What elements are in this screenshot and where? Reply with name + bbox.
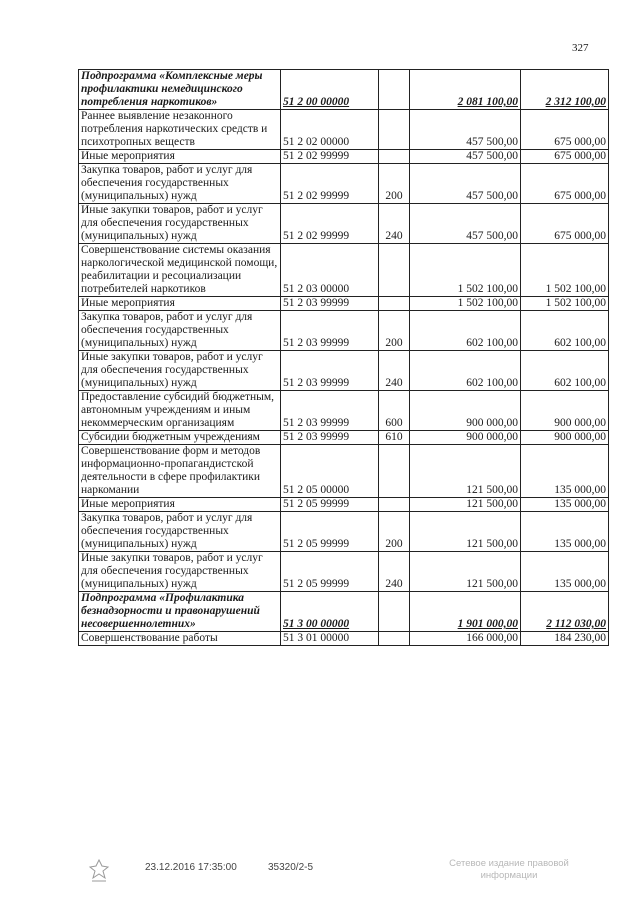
budget-table-body xyxy=(79,70,609,646)
row-code: 51 2 03 99999 xyxy=(281,431,379,445)
table-row xyxy=(79,592,609,632)
row-name: Подпрограмма «Комплексные меры профилактики немедицинского потребления наркотиков» xyxy=(79,70,281,110)
row-sum-2018: 1 502 100,00 xyxy=(521,244,609,297)
row-sum-2017: 2 081 100,00 xyxy=(410,70,521,110)
row-sum-2018: 135 000,00 xyxy=(521,445,609,498)
row-sum-2017: 457 500,00 xyxy=(410,110,521,150)
row-sum-2018: 2 312 100,00 xyxy=(521,70,609,110)
row-type: 240 xyxy=(379,351,410,391)
row-type xyxy=(379,498,410,512)
row-code: 51 2 02 99999 xyxy=(281,150,379,164)
row-name: Иные закупки товаров, работ и услуг для обеспечения государственных (муниципальных) нужд xyxy=(79,204,281,244)
row-type xyxy=(379,297,410,311)
row-name: Закупка товаров, работ и услуг для обеспечения государственных (муниципальных) нужд xyxy=(79,512,281,552)
row-name: Совершенствование форм и методов информационно-пропагандистской деятельности в сфере профилактики наркомании xyxy=(79,445,281,498)
row-code: 51 2 05 99999 xyxy=(281,512,379,552)
row-code: 51 2 05 99999 xyxy=(281,552,379,592)
row-type xyxy=(379,244,410,297)
row-sum-2018: 135 000,00 xyxy=(521,512,609,552)
row-sum-2017: 900 000,00 xyxy=(410,431,521,445)
row-sum-2018: 900 000,00 xyxy=(521,391,609,431)
row-name: Совершенствование работы xyxy=(79,632,281,646)
row-sum-2018: 602 100,00 xyxy=(521,351,609,391)
table-row xyxy=(79,311,609,351)
row-sum-2017: 121 500,00 xyxy=(410,512,521,552)
row-sum-2018: 602 100,00 xyxy=(521,311,609,351)
row-name: Предоставление субсидий бюджетным, автономным учреждениям и иным некоммерческим организациям xyxy=(79,391,281,431)
row-code: 51 2 05 99999 xyxy=(281,498,379,512)
row-name: Раннее выявление незаконного потребления наркотических средств и психотропных веществ xyxy=(79,110,281,150)
row-type xyxy=(379,592,410,632)
footer-doc-code: 35320/2-5 xyxy=(268,862,314,873)
row-type: 200 xyxy=(379,311,410,351)
row-name: Иные мероприятия xyxy=(79,297,281,311)
row-type: 610 xyxy=(379,431,410,445)
row-sum-2017: 121 500,00 xyxy=(410,498,521,512)
row-code: 51 3 01 00000 xyxy=(281,632,379,646)
row-type xyxy=(379,70,410,110)
row-sum-2017: 121 500,00 xyxy=(410,445,521,498)
row-sum-2017: 166 000,00 xyxy=(410,632,521,646)
row-name: Подпрограмма «Профилактика безнадзорности и правонарушений несовершеннолетних» xyxy=(79,592,281,632)
row-sum-2018: 900 000,00 xyxy=(521,431,609,445)
row-sum-2018: 675 000,00 xyxy=(521,110,609,150)
row-code: 51 2 02 00000 xyxy=(281,110,379,150)
table-row xyxy=(79,110,609,150)
row-sum-2017: 457 500,00 xyxy=(410,150,521,164)
table-row xyxy=(79,164,609,204)
row-name: Иные мероприятия xyxy=(79,498,281,512)
emblem-icon xyxy=(88,858,110,884)
row-code: 51 2 03 99999 xyxy=(281,391,379,431)
row-type: 600 xyxy=(379,391,410,431)
table-row xyxy=(79,351,609,391)
table-row xyxy=(79,498,609,512)
row-name: Иные мероприятия xyxy=(79,150,281,164)
table-row xyxy=(79,70,609,110)
row-type: 200 xyxy=(379,164,410,204)
row-sum-2018: 1 502 100,00 xyxy=(521,297,609,311)
row-name: Субсидии бюджетным учреждениям xyxy=(79,431,281,445)
row-type xyxy=(379,445,410,498)
row-sum-2017: 1 502 100,00 xyxy=(410,297,521,311)
table-row xyxy=(79,632,609,646)
row-code: 51 2 03 99999 xyxy=(281,311,379,351)
row-name: Закупка товаров, работ и услуг для обеспечения государственных (муниципальных) нужд xyxy=(79,164,281,204)
row-code: 51 2 03 99999 xyxy=(281,351,379,391)
table-row xyxy=(79,445,609,498)
table-row xyxy=(79,512,609,552)
row-sum-2017: 457 500,00 xyxy=(410,164,521,204)
row-sum-2017: 457 500,00 xyxy=(410,204,521,244)
row-sum-2018: 675 000,00 xyxy=(521,164,609,204)
table-row xyxy=(79,297,609,311)
footer-date: 23.12.2016 17:35:00 xyxy=(145,862,237,873)
row-code: 51 2 02 99999 xyxy=(281,164,379,204)
row-sum-2017: 602 100,00 xyxy=(410,351,521,391)
row-type xyxy=(379,110,410,150)
page-number: 327 xyxy=(572,42,589,54)
row-code: 51 3 00 00000 xyxy=(281,592,379,632)
row-sum-2017: 121 500,00 xyxy=(410,552,521,592)
row-code: 51 2 00 00000 xyxy=(281,70,379,110)
row-sum-2017: 1 502 100,00 xyxy=(410,244,521,297)
row-sum-2018: 184 230,00 xyxy=(521,632,609,646)
table-row xyxy=(79,150,609,164)
row-code: 51 2 05 00000 xyxy=(281,445,379,498)
table-row xyxy=(79,244,609,297)
row-type: 240 xyxy=(379,552,410,592)
row-name: Закупка товаров, работ и услуг для обеспечения государственных (муниципальных) нужд xyxy=(79,311,281,351)
row-sum-2018: 675 000,00 xyxy=(521,204,609,244)
row-sum-2017: 602 100,00 xyxy=(410,311,521,351)
table-row xyxy=(79,391,609,431)
row-type: 240 xyxy=(379,204,410,244)
row-sum-2018: 675 000,00 xyxy=(521,150,609,164)
row-type xyxy=(379,632,410,646)
row-sum-2018: 135 000,00 xyxy=(521,552,609,592)
row-name: Совершенствование системы оказания наркологической медицинской помощи, реабилитации и ресоциализации потребителей наркотиков xyxy=(79,244,281,297)
row-type xyxy=(379,150,410,164)
budget-table xyxy=(78,69,609,646)
row-type: 200 xyxy=(379,512,410,552)
row-code: 51 2 02 99999 xyxy=(281,204,379,244)
row-code: 51 2 03 00000 xyxy=(281,244,379,297)
table-row xyxy=(79,552,609,592)
row-sum-2017: 1 901 000,00 xyxy=(410,592,521,632)
row-sum-2017: 900 000,00 xyxy=(410,391,521,431)
row-code: 51 2 03 99999 xyxy=(281,297,379,311)
row-name: Иные закупки товаров, работ и услуг для обеспечения государственных (муниципальных) нужд xyxy=(79,351,281,391)
row-sum-2018: 135 000,00 xyxy=(521,498,609,512)
row-sum-2018: 2 112 030,00 xyxy=(521,592,609,632)
row-name: Иные закупки товаров, работ и услуг для обеспечения государственных (муниципальных) нужд xyxy=(79,552,281,592)
watermark-stamp: Сетевое издание правовой информации xyxy=(449,858,569,881)
table-row xyxy=(79,431,609,445)
table-row xyxy=(79,204,609,244)
